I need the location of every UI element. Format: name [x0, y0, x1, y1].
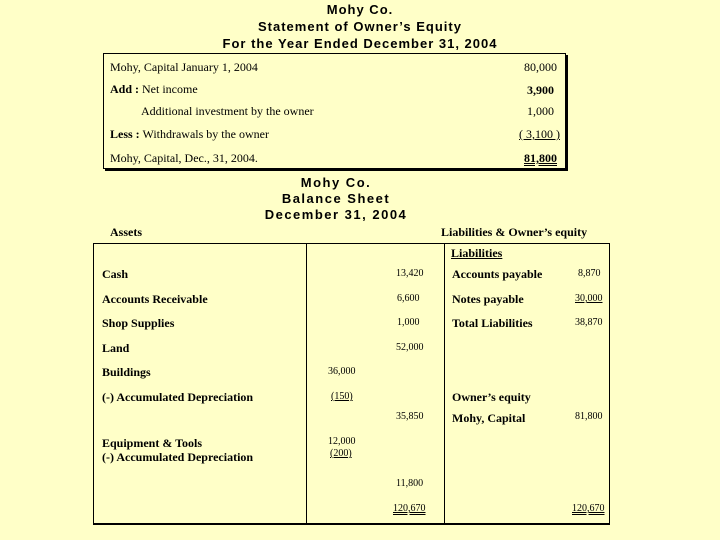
column-divider — [444, 243, 445, 523]
asset-equipment-amount: 12,000 — [328, 436, 356, 447]
asset-buildings-label: Buildings — [102, 365, 151, 379]
equity-statement-title: Statement of Owner’s Equity — [258, 19, 462, 34]
asset-buildings-depreciation-amount: (150) — [331, 391, 353, 402]
equity-row-label: Mohy, Capital January 1, 2004 — [110, 60, 258, 74]
total-assets: 120,670 — [393, 503, 426, 514]
equity-row-prefix: Add : — [110, 82, 140, 96]
balance-sheet-title: Balance Sheet — [281, 191, 391, 206]
asset-land-label: Land — [102, 341, 130, 355]
asset-equipment-net: 11,800 — [396, 478, 424, 489]
equity-row-amount: ( 3,100 ) — [519, 127, 560, 141]
liability-payable-label: Accounts payable — [452, 267, 543, 281]
liability-notes-label: Notes payable — [452, 292, 524, 306]
total-liabilities-amount: 38,870 — [575, 317, 603, 328]
equity-row-amount: 1,000 — [527, 104, 554, 118]
asset-land-amount: 52,000 — [396, 342, 424, 353]
equity-row-label: Mohy, Capital, Dec., 31, 2004. — [110, 151, 258, 165]
liabilities-heading: Liabilities — [451, 246, 503, 260]
owners-equity-heading: Owner’s equity — [452, 390, 531, 404]
equity-company-title: Mohy Co. — [326, 2, 394, 17]
asset-buildings-net: 35,850 — [396, 411, 424, 422]
owner-capital-label: Mohy, Capital — [452, 411, 526, 425]
equity-row-label: Add : Net income — [110, 82, 198, 96]
equity-row-prefix: Less : — [110, 127, 140, 141]
owner-capital-amount: 81,800 — [575, 411, 603, 422]
liability-notes-amount: 30,000 — [575, 293, 603, 304]
equity-row-amount: 3,900 — [527, 83, 554, 97]
liabilities-equity-heading: Liabilities & Owner’s equity — [441, 225, 588, 239]
asset-receivable-label: Accounts Receivable — [102, 292, 208, 306]
asset-cash-amount: 13,420 — [396, 268, 424, 279]
column-divider — [306, 243, 307, 523]
asset-equipment-depreciation-amount: (200) — [330, 448, 352, 459]
asset-equipment-depreciation-label: (-) Accumulated Depreciation — [102, 450, 254, 464]
total-liabilities-equity: 120,670 — [572, 503, 605, 514]
liability-payable-amount: 8,870 — [578, 268, 601, 279]
asset-receivable-amount: 6,600 — [397, 293, 420, 304]
total-liabilities-label: Total Liabilities — [452, 316, 533, 330]
asset-buildings-amount: 36,000 — [328, 366, 356, 377]
assets-heading: Assets — [110, 225, 142, 239]
asset-buildings-depreciation-label: (-) Accumulated Depreciation — [102, 390, 254, 404]
asset-equipment-label: Equipment & Tools — [102, 436, 203, 450]
equity-row-label: Additional investment by the owner — [141, 104, 314, 118]
equity-row-label: Less : Withdrawals by the owner — [110, 127, 269, 141]
asset-supplies-label: Shop Supplies — [102, 316, 175, 330]
equity-period-title: For the Year Ended December 31, 2004 — [222, 36, 498, 51]
balance-sheet-box — [93, 243, 610, 525]
asset-cash-label: Cash — [102, 267, 129, 281]
balance-date-title: December 31, 2004 — [264, 207, 408, 222]
equity-row-amount: 81,800 — [524, 151, 557, 165]
asset-supplies-amount: 1,000 — [397, 317, 420, 328]
balance-company-title: Mohy Co. — [300, 175, 372, 190]
equity-row-amount: 80,000 — [524, 60, 557, 74]
